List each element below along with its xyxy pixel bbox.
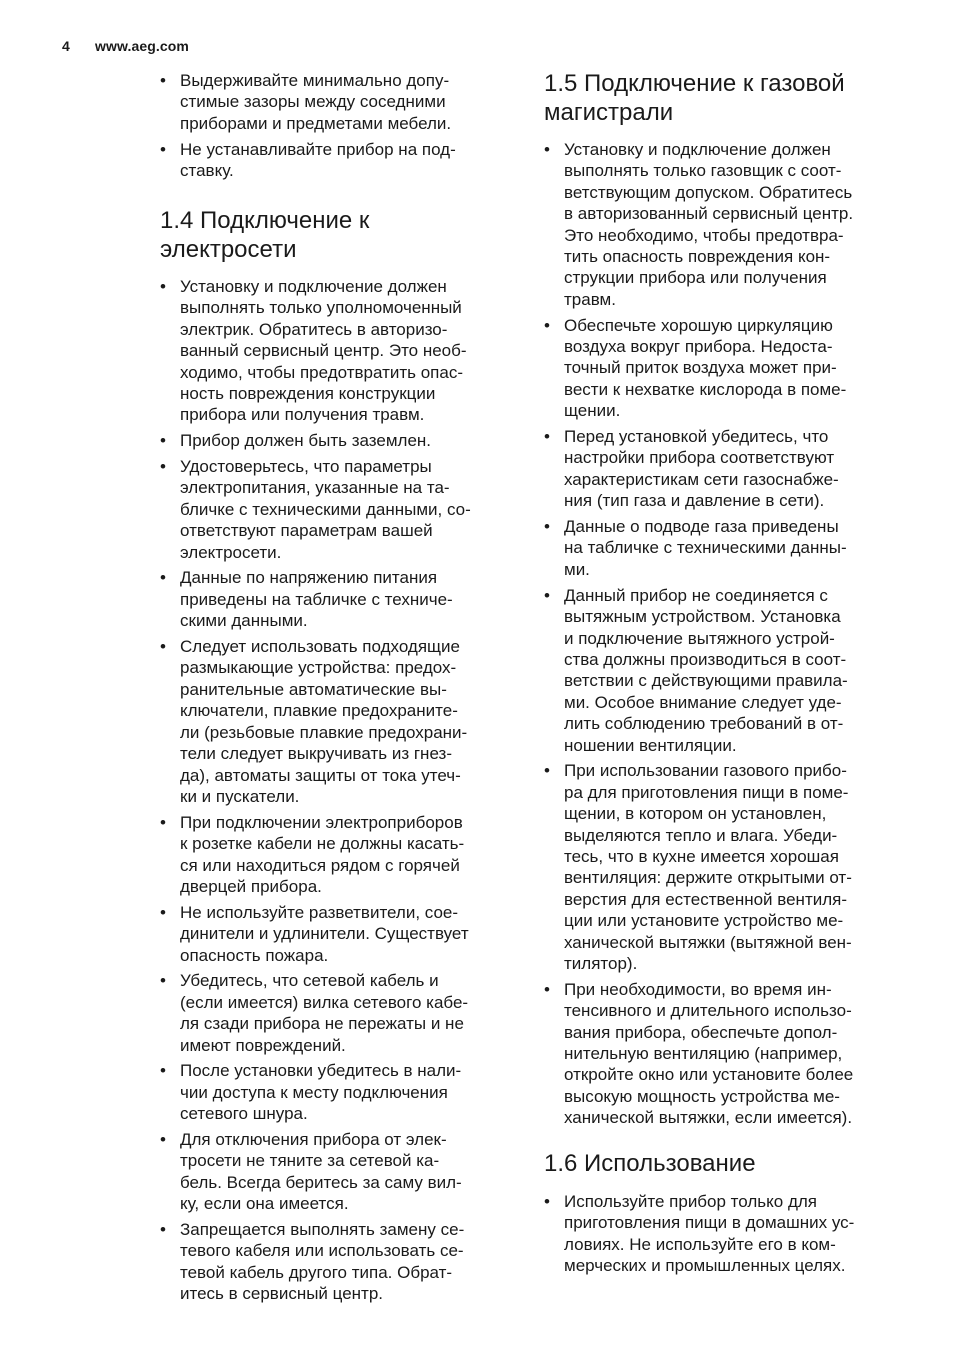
section-title-usage [544,1149,756,1178]
list-item [544,760,853,974]
bullet-marker: • [160,1061,166,1081]
list-item-text: Данный прибор не соединяется с вытяжным устройством. Установка и подключение вытяжного устрой- ства должны производиться в соот- ветствии с действующими правила- ми. Особое внимание следует уде- лить соблюдению требований в от- ношении вентиляции. [564,585,848,755]
page-number: 4 [62,38,70,54]
list-item-text: При использовании газового прибо- ра для приготовления пищи в поме- щении, в котором он установлен, выделяются тепло и влага. Убеди- тесь, что в кухне имеется хорошая вентиляция: держите открытыми от- верстия для естественной вентиля- ции или установите устройство ме- ханической вытяжки (вытяжной вен- тилятор). [564,761,852,973]
bullet-marker: • [544,979,550,999]
list-item [544,1191,854,1277]
bullet-marker: • [160,971,166,991]
bullet-marker: • [544,315,550,335]
list-item-text: Убедитесь, что сетевой кабель и (если имеется) вилка сетевого кабе- ля сзади прибора не пережаты и не имеют повреждений. [180,971,469,1055]
electrical-bullet-list [160,276,471,1309]
bullet-marker: • [544,517,550,537]
section-number: 1.6 [544,1150,578,1177]
list-item [160,70,456,134]
list-item [160,1129,471,1215]
section-title-text: Использование [577,1150,756,1177]
list-item-text: Обеспечьте хорошую циркуляцию воздуха вокруг прибора. Недоста- точный приток воздуха может при- вести к нехватке кислорода в поме- щении. [564,315,847,421]
list-item-text: Выдерживайте минимально допу- стимые зазоры между соседними приборами и предметами мебели. [180,71,452,133]
list-item [160,139,456,182]
bullet-marker: • [160,902,166,922]
list-item [544,516,853,580]
list-item-text: При необходимости, во время ин- тенсивного и длительного использо- вания прибора, обеспечьте допол- нительную вентиляцию (например, откройте окно или установите более высокую мощность устройства ме- ханической вытяжки, если имеется). [564,979,854,1128]
bullet-marker: • [160,431,166,451]
list-item [160,636,471,807]
list-item [544,979,853,1129]
bullet-marker: • [160,139,166,159]
section-title-gas [544,69,845,127]
bullet-marker: • [544,761,550,781]
section-number: 1.5 [544,70,578,97]
website-url: www.aeg.com [95,38,189,54]
list-item [160,276,471,426]
section-title-text: Подключение к электросети [160,207,370,263]
list-item [544,426,853,512]
list-item [160,456,471,563]
list-item [160,970,471,1056]
list-item-text: Прибор должен быть заземлен. [180,431,432,451]
list-item [544,585,853,756]
bullet-marker: • [544,427,550,447]
list-item-text: После установки убедитесь в нали- чии доступа к месту подключения сетевого шнура. [180,1061,462,1124]
list-item-text: При подключении электроприборов к розетке кабели не должны касать- ся или находиться рядом с горячей дверцей прибора. [180,812,465,896]
bullet-marker: • [160,1219,166,1239]
list-item-text: Перед установкой убедитесь, что настройки прибора соответствуют характеристикам сети газоснабже- ния (тип газа и давление в сети). [564,427,839,511]
list-item-text: Данные о подводе газа приведены на табличке с техническими данны- ми. [564,517,847,579]
list-item-text: Запрещается выполнять замену се- тевого кабеля или использовать се- тевой кабель другого типа. Обрат- итесь в сервисный центр. [180,1219,465,1304]
list-item [160,1219,471,1305]
section-title-electrical [160,206,369,264]
list-item [544,139,853,310]
bullet-marker: • [160,457,166,477]
gas-bullet-list [544,139,853,1133]
list-item [160,567,471,631]
list-item-text: Следует использовать подходящие размыкающие устройства: предох- ранительные автоматические вы- ключатели, плавкие предохраните- ли (резьбовые плавкие предохрани- тели следует выкручивать из гнез- да), автоматы защиты от тока утеч- ки и пускатели. [180,637,468,806]
list-item [160,812,471,898]
bullet-marker: • [160,277,166,296]
bullet-marker: • [544,140,550,159]
usage-bullet-list [544,1191,854,1281]
section-title-text: Подключение к газовой магистрали [544,70,845,126]
list-item-text: Для отключения прибора от элек- тросети не тяните за сетевой ка- бель. Всегда беритесь за саму вил- ку, если она имеется. [180,1129,462,1214]
bullet-marker: • [160,812,166,832]
list-item-text: Используйте прибор только для приготовления пищи в домашних ус- ловиях. Не используйте его в ком- мерческих и промышленных целях. [564,1192,855,1276]
bullet-marker: • [160,568,166,588]
list-item [544,315,853,422]
bullet-marker: • [544,585,550,605]
list-item [160,1060,471,1124]
list-item-text: Данные по напряжению питания приведены на табличке с техниче- скими данными. [180,568,453,631]
list-item-text: Не используйте разветвители, сое- динители и удлинители. Существует опасность пожара. [180,902,469,965]
list-item-text: Установку и подключение должен выполнять только уполномоченный электрик. Обратитесь в авторизо- ванный сервисный центр. Это необ- ходимо, чтобы предотвратить опас- ность повреждения конструкции прибора или получения травм. [180,277,467,425]
list-item [160,430,471,451]
bullet-marker: • [160,71,166,90]
page-header [62,38,189,54]
section-number: 1.4 [160,207,194,234]
list-item-text: Не устанавливайте прибор на под- ставку. [180,139,456,181]
intro-bullet-list [160,70,456,186]
list-item-text: Удостоверьтесь, что параметры электропитания, указанные на та- бличке с техническими данными, со- ответствуют параметрам вашей электросети. [180,457,471,562]
bullet-marker: • [160,1129,166,1149]
list-item-text: Установку и подключение должен выполнять только газовщик с соот- ветствующим допуском. Обратитесь в авторизованный сервисный центр. Это необходимо, чтобы предотвра- тить опасность повреждения кон- струкции прибора или получения травм. [564,140,854,309]
bullet-marker: • [160,637,166,657]
list-item [160,902,471,966]
bullet-marker: • [544,1192,550,1211]
